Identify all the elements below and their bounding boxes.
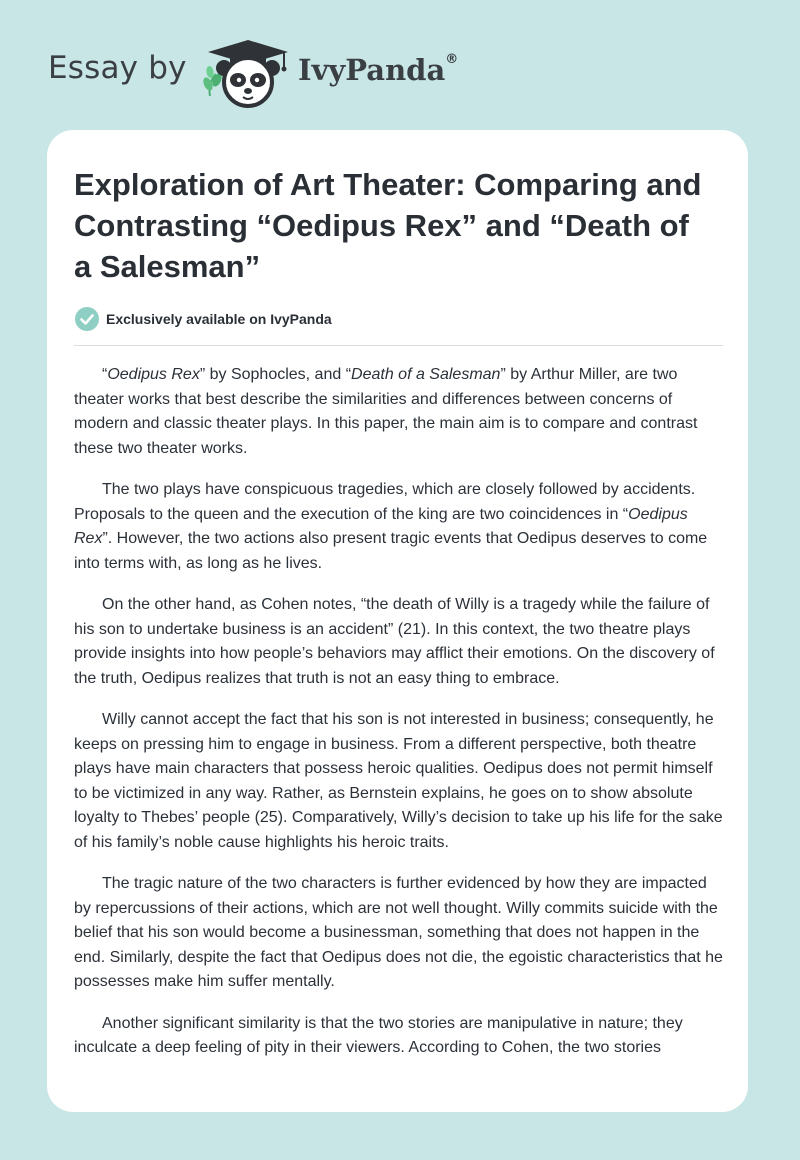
exclusive-badge-label: Exclusively available on IvyPanda [106,311,332,327]
site-header [0,0,800,130]
paragraph-2: The two plays have conspicuous tragedies, which are closely followed by accidents. Proposals to the queen and the execution of the king are two coincidences in “Oedipus Rex”. However, the two actions also present tragic events that Oedipus deserves to come into terms with, as long as he lives. [74,481,708,572]
divider [74,345,723,346]
paragraph-5: The tragic nature of the two characters is further evidenced by how they are impacted by repercussions of their actions, which are not well thought. Willy commits suicide with the belief that his son would become a businessman, something that does not happen in the end. Similarly, despite the fact that Oedipus does not die, the egoistic characteristics that he possesses make him suffer mentally. [74,875,723,990]
essay-card [47,130,748,1112]
ivypanda-logo-text[interactable] [298,53,458,87]
check-circle-icon [74,306,100,332]
exclusive-badge [74,305,332,333]
brand-name: IvyPanda [298,53,446,87]
essay-title: Exploration of Art Theater: Comparing and Contrasting “Oedipus Rex” and “Death of a Salesman” [74,167,702,284]
paragraph-4: Willy cannot accept the fact that his son is not interested in business; consequently, he keeps on pressing him to engage in business. From a different perspective, both theatre plays have main characters that possess heroic qualities. Oedipus does not permit himself to be victimized in any way. Rather, as Bernstein explains, he goes on to show absolute loyalty to Thebes’ people (25). Comparatively, Willy’s decision to take up his life for the sake of his family’s noble cause highlights his heroic traits. [74,711,723,851]
registered-mark: ® [445,52,459,68]
play-title-oedipus: Oedipus Rex [107,366,200,383]
paragraph-6: Another significant similarity is that the two stories are manipulative in nature; they inculcate a deep feeling of pity in their viewers. According to Cohen, the two stories [74,1014,683,1056]
essay-body [74,363,726,1078]
play-title-salesman: Death of a Salesman [351,366,501,383]
essay-by-label: Essay by [48,50,187,86]
play-title-oedipus: Oedipus Rex [74,505,688,547]
paragraph-3: On the other hand, as Cohen notes, “the death of Willy is a tragedy while the failure of his son to undertake business is an accident” (21). In this context, the two theatre plays provide insights into how people’s behaviors may afflict their emotions. On the discovery of the truth, Oedipus realizes that truth is not an easy thing to embrace. [74,596,715,687]
paragraph-1: “Oedipus Rex” by Sophocles, and “Death of a Salesman” by Arthur Miller, are two theater works that best describe the similarities and differences between concerns of modern and classic theater plays. In this paper, the main aim is to compare and contrast these two theater works. [74,366,698,457]
panda-graduate-icon[interactable] [200,38,296,108]
